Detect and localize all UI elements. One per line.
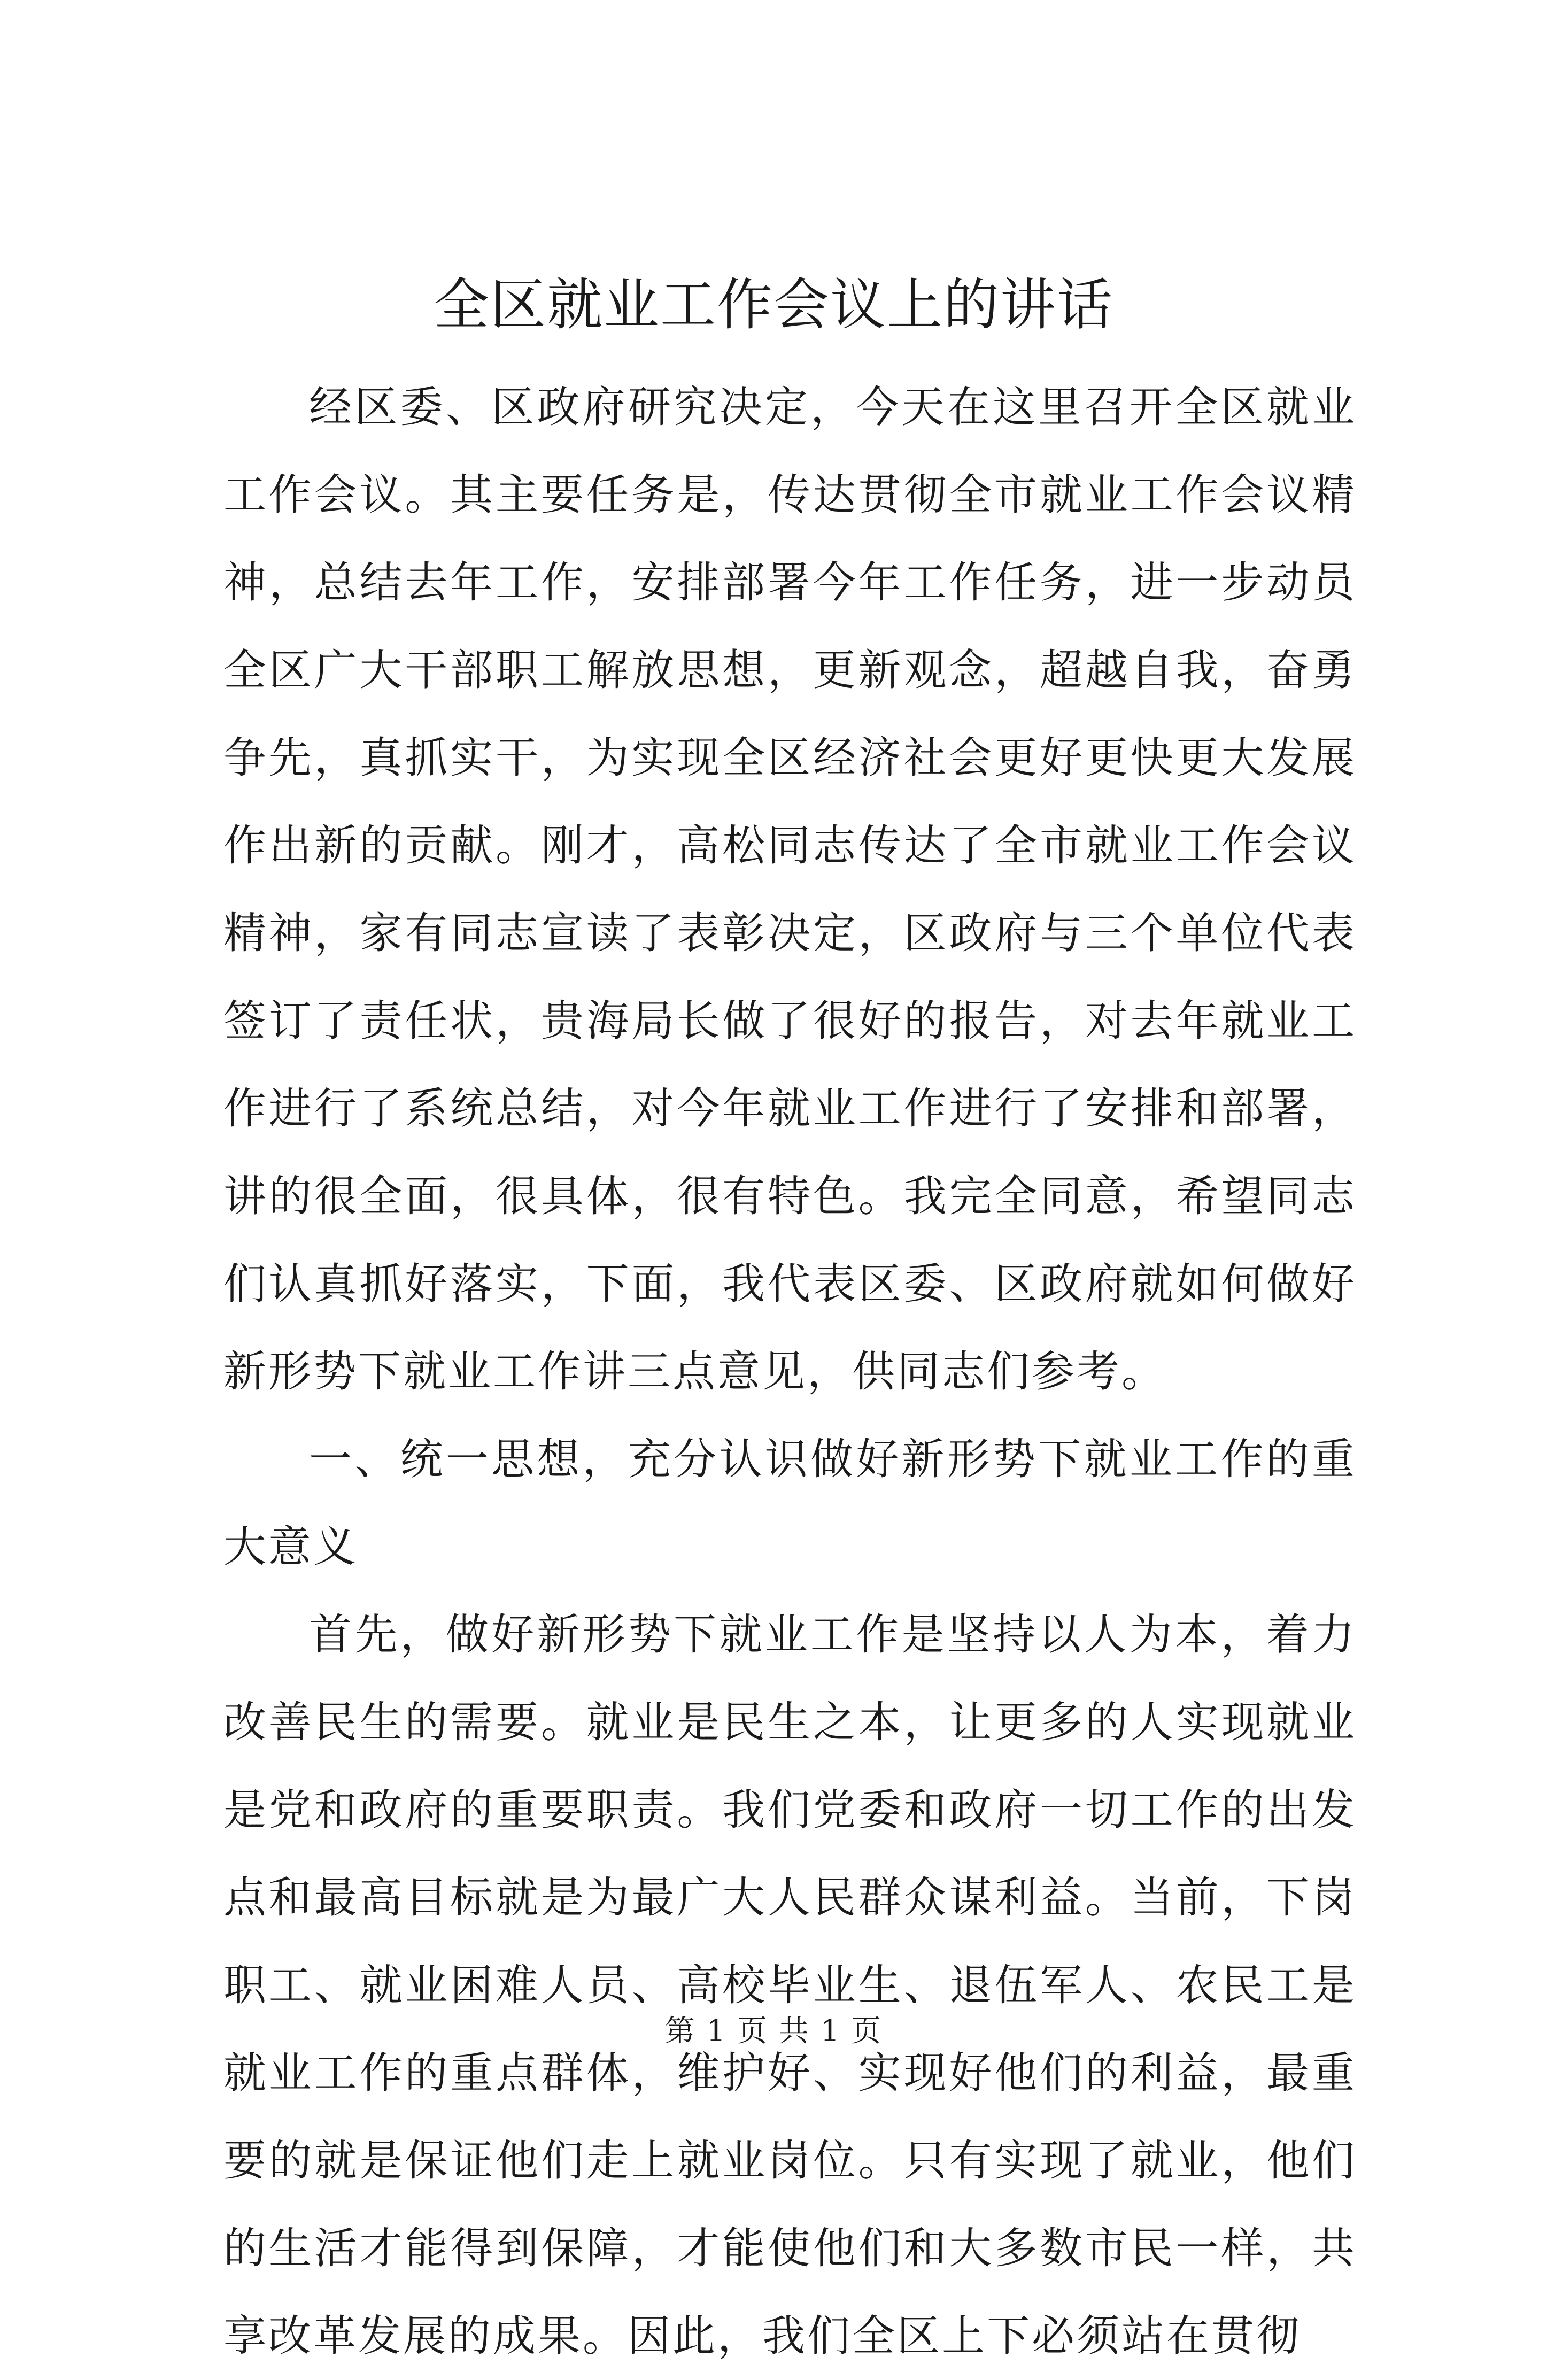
page-footer: 第 1 页 共 1 页 [664, 2014, 883, 2049]
paragraph-first-point: 首先，做好新形势下就业工作是坚持以人为本，着力改善民生的需要。就业是民生之本，让更多的人实现就业是党和政府的重要职责。我们党委和政府一切工作的出发点和最高目标就是为最广大人民群众谋利益。当前，下岗职工、就业困难人员、高校毕业生、退伍军人、农民工是就业工作的重点群体，维护好、实现好他们的利益，最重要的就是保证他们走上就业岗位。只有实现了就业，他们的生活才能得到保障，才能使他们和大多数市民一样，共享改革发展的成果。因此，我们全区上下必须站在贯彻 [223, 1610, 1357, 2361]
document-title: 全区就业工作会议上的讲话 [433, 272, 1113, 337]
paragraph-intro: 经区委、区政府研究决定，今天在这里召开全区就业工作会议。其主要任务是，传达贯彻全市就业工作会议精神，总结去年工作，安排部署今年工作任务，进一步动员全区广大干部职工解放思想，更新观念，超越自我，奋勇争先，真抓实干，为实现全区经济社会更好更快更大发展作出新的贡献。刚才，高松同志传达了全市就业工作会议精神，家有同志宣读了表彰决定，区政府与三个单位代表签订了责任状，贵海局长做了很好的报告，对去年就业工作进行了系统总结，对今年就业工作进行了安排和部署，讲的很全面，很具体，很有特色。我完全同意，希望同志们认真抓好落实，下面，我代表区委、区政府就如何做好新形势下就业工作讲三点意见，供同志们参考。 [223, 382, 1357, 1396]
section-heading-1: 一、统一思想，充分认识做好新形势下就业工作的重大意义 [223, 1434, 1357, 1572]
document-body [223, 364, 1357, 2380]
